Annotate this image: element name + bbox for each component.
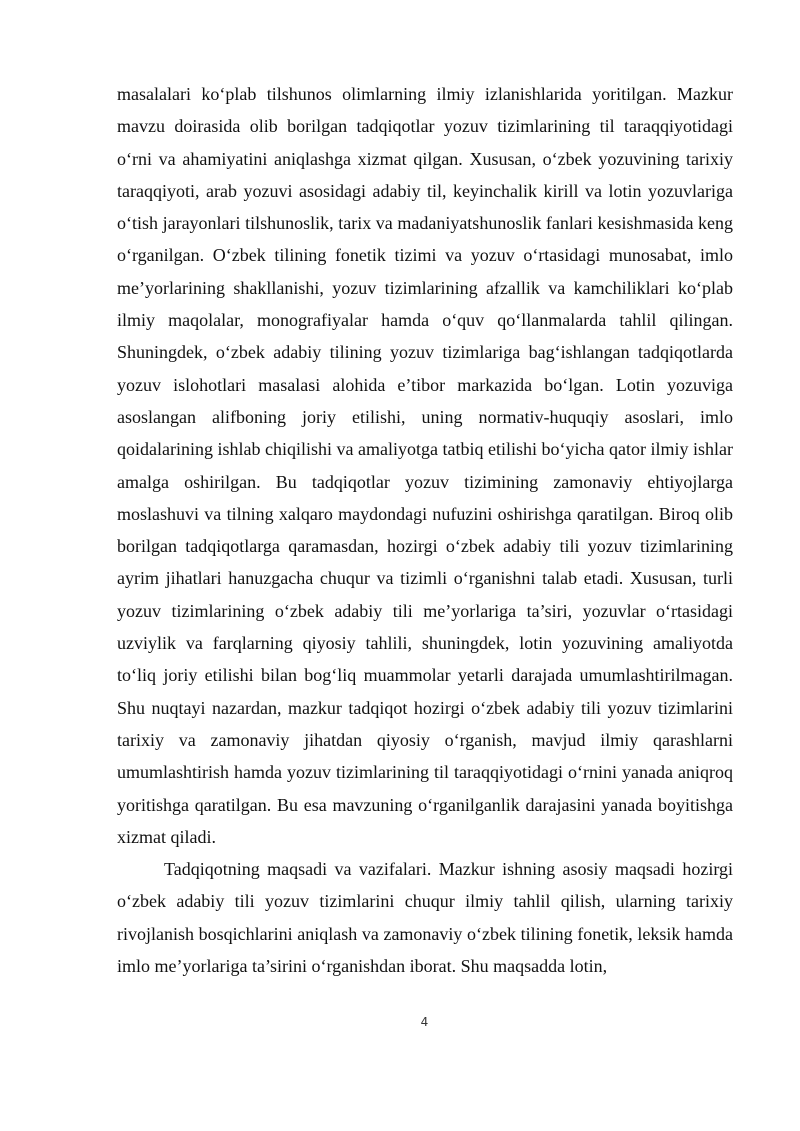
page-number: 4 bbox=[420, 1015, 429, 1029]
document-page bbox=[117, 78, 733, 982]
body-paragraph-2: Tadqiqotning maqsadi va vazifalari. Mazkur ishning asosiy maqsadi hozirgi o‘zbek adabiy tili yozuv tizimlarini chuqur ilmiy tahlil qilish, ularning tarixiy rivojlanish bosqichlarini aniqlash va zamonaviy o‘zbek tilining fonetik, leksik hamda imlo me’yorlariga ta’sirini o‘rganishdan iborat. Shu maqsadda lotin, bbox=[117, 859, 733, 977]
body-paragraph-1: masalalari ko‘plab tilshunos olimlarning ilmiy izlanishlarida yoritilgan. Mazkur mavzu doirasida olib borilgan tadqiqotlar yozuv tizimlarining til taraqqiyotidagi o‘rni va ahamiyatini aniqlashga xizmat qilgan. Xususan, o‘zbek yozuvining tarixiy taraqqiyoti, arab yozuvi asosidagi adabiy til, keyinchalik kirill va lotin yozuvlariga o‘tish jarayonlari tilshunoslik, tarix va madaniyatshunoslik fanlari kesishmasida keng o‘rganilgan. O‘zbek tilining fonetik tizimi va yozuv o‘rtasidagi munosabat, imlo me’yorlarining shakllanishi, yozuv tizimlarining afzallik va kamchiliklari ko‘plab ilmiy maqolalar, monografiyalar hamda o‘quv qo‘llanmalarda tahlil qilingan. Shuningdek, o‘zbek adabiy tilining yozuv tizimlariga bag‘ishlangan tadqiqotlarda yozuv islohotlari masalasi alohida e’tibor markazida bo‘lgan. Lotin yozuviga asoslangan alifboning joriy etilishi, uning normativ-huquqiy asoslari, imlo qoidalarining ishlab chiqilishi va amaliyotga tatbiq etilishi bo‘yicha qator ilmiy ishlar amalga oshirilgan. Bu tadqiqotlar yozuv tizimining zamonaviy ehtiyojlarga moslashuvi va tilning xalqaro maydondagi nufuzini oshirishga qaratilgan. Biroq olib borilgan tadqiqotlarga qaramasdan, hozirgi o‘zbek adabiy tili yozuv tizimlarining ayrim jihatlari hanuzgacha chuqur va tizimli o‘rganishni talab etadi. Xususan, turli yozuv tizimlarining o‘zbek adabiy tili me’yorlariga ta’siri, yozuvlar o‘rtasidagi uzviylik va farqlarning qiyosiy tahlili, shuningdek, lotin yozuvining amaliyotda to‘liq joriy etilishi bilan bog‘liq muammolar yetarli darajada umumlashtirilmagan. Shu nuqtayi nazardan, mazkur tadqiqot hozirgi o‘zbek adabiy tili yozuv tizimlarini tarixiy va zamonaviy jihatdan qiyosiy o‘rganish, mavjud ilmiy qarashlarni umumlashtirish hamda yozuv tizimlarining til taraqqiyotidagi o‘rnini yanada aniqroq yoritishga qaratilgan. Bu esa mavzuning o‘rganilganlik darajasini yanada boyitishga xizmat qiladi. bbox=[117, 84, 733, 847]
